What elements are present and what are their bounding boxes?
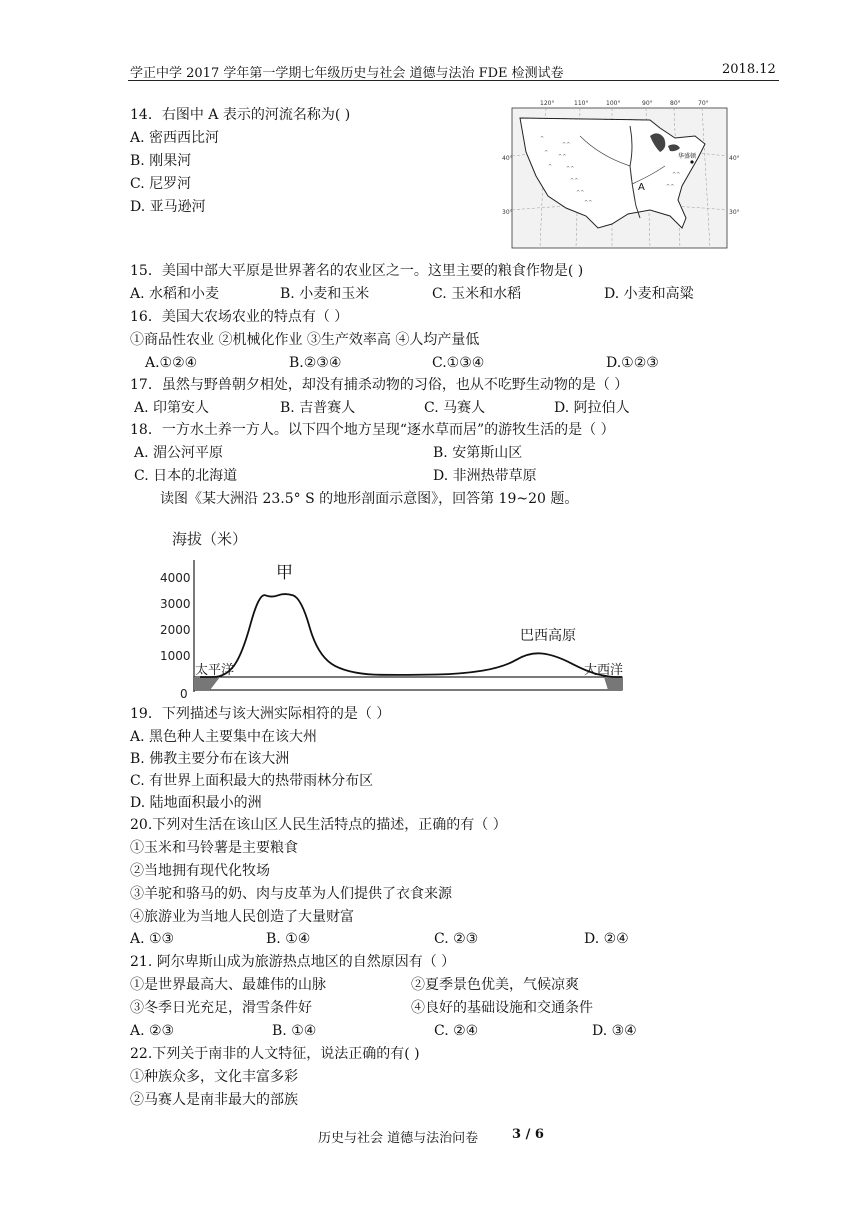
lon-label: 80° [670,100,681,107]
y-tick-4000: 4000 [160,571,191,585]
q21-option-c: C. ②④ [434,1023,479,1039]
q22-item-2: ②马赛人是南非最大的部族 [130,1092,298,1108]
svg-text:^^: ^^ [558,154,567,160]
q19-option-a: A. 黑色种人主要集中在该大州 [130,729,318,745]
q15-option-d: D. 小麦和高粱 [604,286,694,302]
q18-option-b: B. 安第斯山区 [433,445,523,461]
q21-stem: 21. 阿尔卑斯山成为旅游热点地区的自然原因有（ ） [130,954,456,970]
q15-option-c: C. 玉米和水稻 [432,286,522,302]
y-tick-2000: 2000 [160,623,191,637]
svg-text:^: ^ [548,164,553,170]
lat-label: 30° [729,209,740,216]
y-axis-label: 海拔（米） [172,530,248,548]
svg-text:^: ^ [540,136,545,142]
q14-stem: 14．右图中 A 表示的河流名称为( ) [130,107,351,123]
q17-option-d: D. 阿拉伯人 [554,400,630,416]
q17-option-a: A. 印第安人 [134,400,210,416]
y-tick-3000: 3000 [160,597,191,611]
lat-label: 40° [729,155,740,162]
q14-option-c: C. 尼罗河 [130,176,192,192]
q18-option-d: D. 非洲热带草原 [433,468,537,484]
y-tick-0: 0 [180,687,188,701]
footer-title: 历史与社会 道德与法治问卷 [318,1131,479,1146]
q18-option-c: C. 日本的北海道 [134,468,238,484]
ocean-bar [194,677,622,690]
q19-option-c: C. 有世界上面积最大的热带雨林分布区 [130,773,374,789]
q21-item-3: ③冬季日光充足，滑雪条件好 [130,1000,312,1016]
q20-option-c: C. ②③ [434,931,479,947]
q21-item-1: ①是世界最高大、最雄伟的山脉 [130,977,326,993]
q14-option-b: B. 刚果河 [130,153,192,169]
ocean-left [194,677,220,690]
lon-label: 100° [606,100,621,107]
q16-option-c: C.①③④ [432,355,485,371]
lon-label: 90° [642,100,653,107]
svg-text:^^: ^^ [584,200,593,206]
exam-date: 2018.12 [722,62,776,77]
label-a: A [638,182,645,193]
svg-text:^^: ^^ [570,178,579,184]
q17-stem: 17．虽然与野兽朝夕相处，却没有捕杀动物的习俗，也从不吃野生动物的是（ ） [130,377,629,393]
lat-label: 40° [502,155,513,162]
plateau-label: 巴西高原 [520,628,576,644]
lon-label: 120° [540,100,555,107]
ocean-right [604,677,622,690]
q16-options [145,354,765,372]
q22-stem: 22.下列关于南非的人文特征，说法正确的有( ) [130,1046,420,1062]
q18-stem: 18．一方水土养一方人。以下四个地方呈现“逐水草而居”的游牧生活的是（ ） [130,422,615,438]
q19-option-b: B. 佛教主要分布在该大洲 [130,751,290,767]
q21-options [130,1022,750,1040]
q15-stem: 15．美国中部大平原是世界著名的农业区之一。这里主要的粮食作物是( ) [130,263,584,279]
q14-option-d: D. 亚马逊河 [130,199,206,215]
q15-option-a: A. 水稻和小麦 [130,286,220,302]
q16-option-b: B.②③④ [289,355,342,371]
q20-item-2: ②当地拥有现代化牧场 [130,863,270,879]
svg-text:^^: ^^ [672,172,681,178]
lat-label: 30° [502,209,513,216]
q17-option-b: B. 吉普赛人 [280,400,356,416]
q20-stem: 20.下列对生活在该山区人民生活特点的描述，正确的有（ ） [130,817,507,833]
q20-options [130,930,750,948]
peak-label: 甲 [276,563,293,583]
figure-intro: 读图《某大洲沿 23.5° S 的地形剖面示意图》，回答第 19~20 题。 [160,491,579,507]
exam-title: 学正中学 2017 学年第一学期七年级历史与社会 道德与法治 FDE 检测试卷 [130,66,564,81]
q16-option-a: A.①②④ [145,355,198,371]
lon-label: 70° [698,100,709,107]
q19-option-d: D. 陆地面积最小的洲 [130,795,262,811]
q17-options [134,399,754,417]
left-ocean-label: 太平洋 [195,663,235,678]
terrain-profile-chart [160,522,630,702]
q16-items: ①商品性农业 ②机械化作业 ③生产效率高 ④人均产量低 [130,332,480,348]
lon-label: 110° [574,100,589,107]
right-ocean-label: 大西洋 [584,663,624,678]
q20-item-1: ①玉米和马铃薯是主要粮食 [130,840,298,856]
q16-option-d: D.①②③ [606,355,659,371]
svg-text:^^: ^^ [576,190,585,196]
usa-map [500,96,745,256]
q22-item-1: ①种族众多，文化丰富多彩 [130,1069,298,1085]
header-divider [128,80,779,81]
q17-option-c: C. 马赛人 [424,400,486,416]
q14-option-a: A. 密西西比河 [130,130,220,146]
q21-option-d: D. ③④ [592,1023,637,1039]
q19-stem: 19．下列描述与该大洲实际相符的是（ ） [130,706,391,722]
q20-option-d: D. ②④ [584,931,629,947]
svg-text:^^: ^^ [562,142,571,148]
q18-options-row1 [134,444,754,462]
q20-option-a: A. ①③ [130,931,175,947]
q18-options-row2 [134,467,754,485]
q20-option-b: B. ①④ [266,931,311,947]
y-tick-1000: 1000 [160,649,191,663]
q15-option-b: B. 小麦和玉米 [280,286,370,302]
svg-text:^^: ^^ [566,166,575,172]
svg-text:^^: ^^ [666,184,675,190]
q21-item-2: ②夏季景色优美，气候凉爽 [411,977,579,993]
q15-options [130,285,750,303]
svg-text:^: ^ [544,150,549,156]
q21-option-b: B. ①④ [272,1023,317,1039]
q18-option-a: A. 湄公河平原 [134,445,224,461]
q21-option-a: A. ②③ [130,1023,175,1039]
q21-item-4: ④良好的基础设施和交通条件 [411,1000,593,1016]
q20-item-3: ③羊驼和骆马的奶、肉与皮革为人们提供了衣食来源 [130,886,452,902]
city-label: 华盛顿 [678,153,697,160]
q16-stem: 16．美国大农场农业的特点有（ ） [130,309,349,325]
page-number: 3 / 6 [512,1127,544,1142]
q20-item-4: ④旅游业为当地人民创造了大量财富 [130,909,354,925]
